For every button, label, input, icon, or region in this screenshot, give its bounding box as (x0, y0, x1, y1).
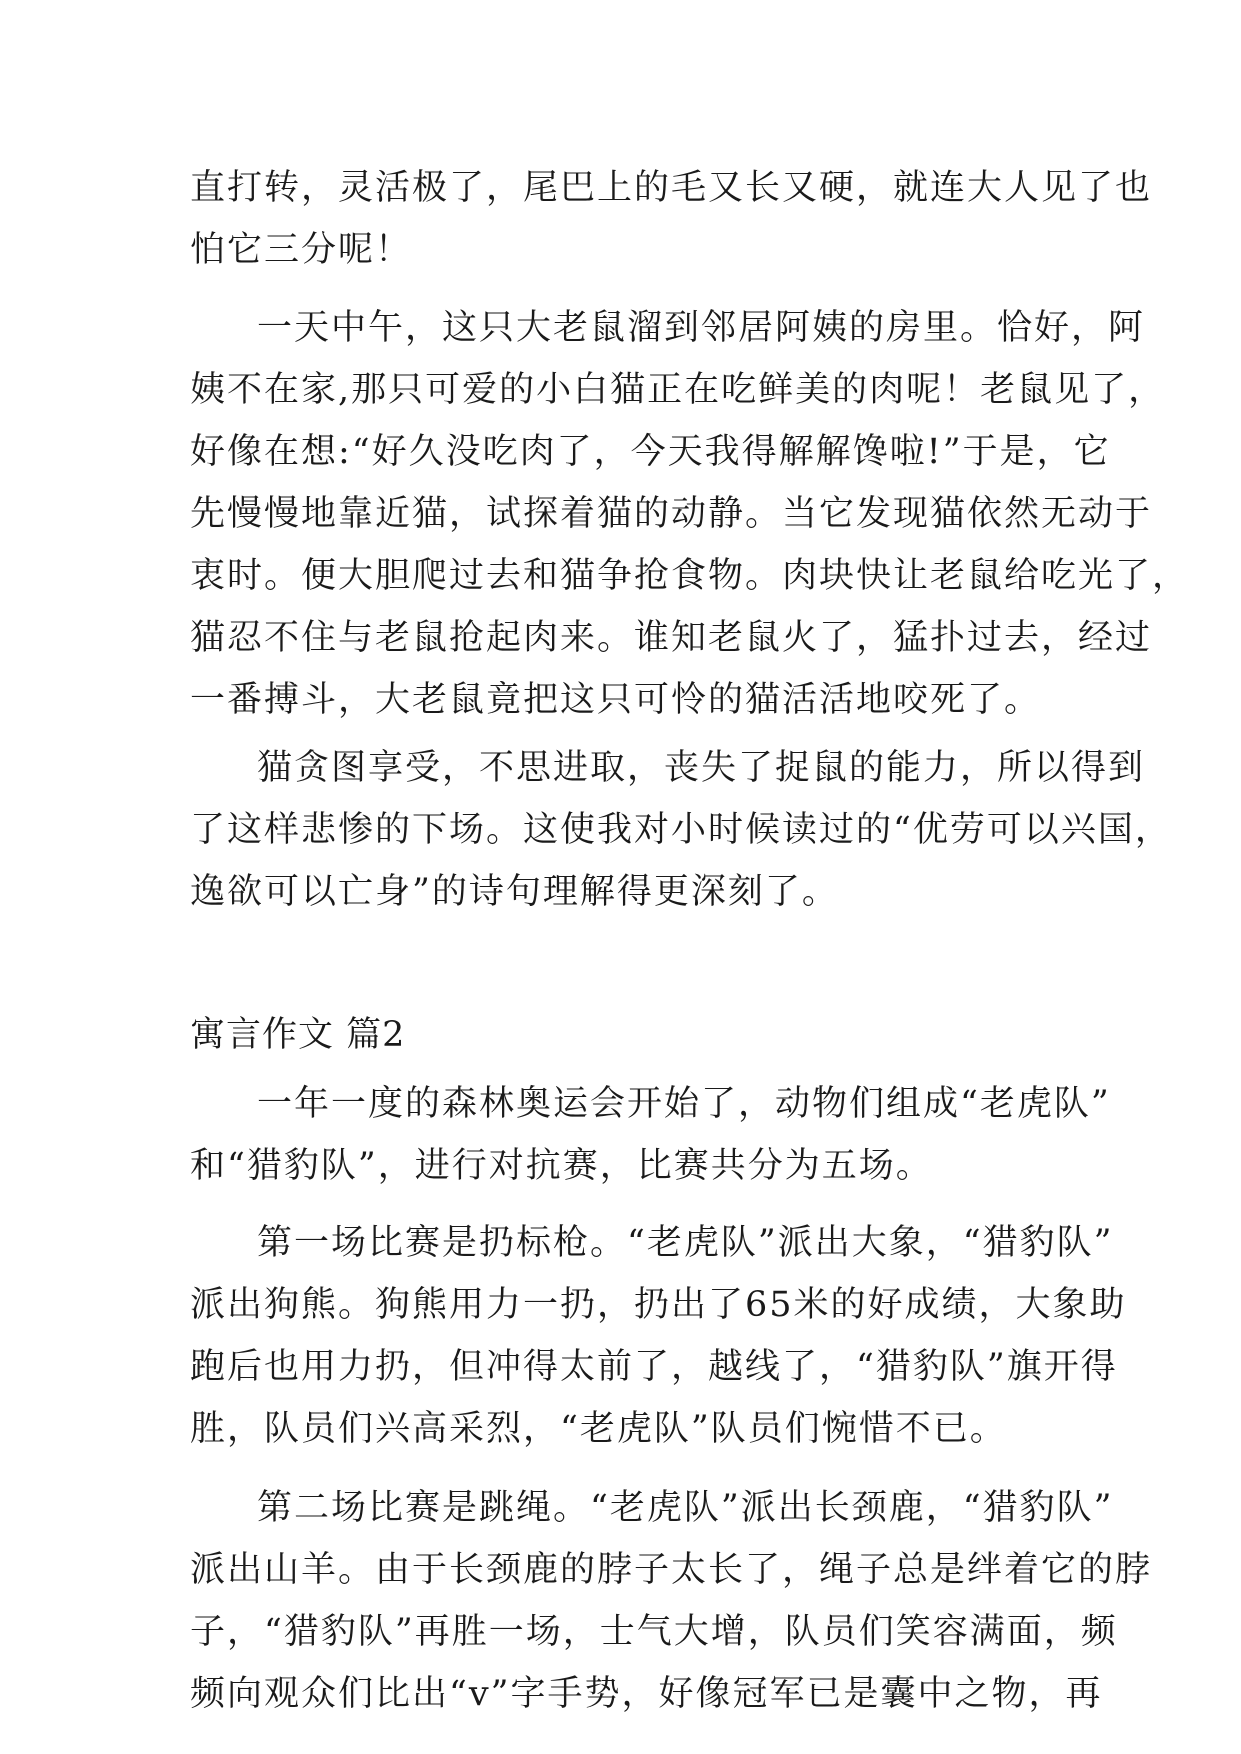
paragraph-start-line: 一年一度的森林奥运会开始了，动物们组成“老虎队” (257, 1084, 1111, 1124)
text-line: 跑后也用力扔，但冲得太前了，越线了，“猎豹队”旗开得 (190, 1347, 1118, 1387)
text-line: 猫忍不住与老鼠抢起肉来。谁知老鼠火了，猛扑过去，经过 (190, 618, 1153, 658)
text-line: 衷时。便大胆爬过去和猫争抢食物。肉块快让老鼠给吃光了， (190, 556, 1190, 596)
text-line: 派出狗熊。狗熊用力一扔，扔出了65米的好成绩，大象助 (190, 1285, 1127, 1325)
paragraph-start-line: 猫贪图享受，不思进取，丧失了捉鼠的能力，所以得到 (257, 748, 1146, 788)
text-line: 派出山羊。由于长颈鹿的脖子太长了，绳子总是绊着它的脖 (190, 1550, 1153, 1590)
text-line: 和“猎豹队”，进行对抗赛，比赛共分为五场。 (190, 1146, 933, 1186)
text-line: 逸欲可以亡身”的诗句理解得更深刻了。 (190, 872, 839, 912)
paragraph-start-line: 第一场比赛是扔标枪。“老虎队”派出大象，“猎豹队” (257, 1223, 1114, 1263)
text-line: 先慢慢地靠近猫，试探着猫的动静。当它发现猫依然无动于 (190, 494, 1153, 534)
text-line: 了这样悲惨的下场。这使我对小时候读过的“优劳可以兴国， (190, 810, 1172, 850)
text-line: 好像在想:“好久没吃肉了，今天我得解解馋啦!”于是，它 (190, 432, 1111, 472)
text-line: 怕它三分呢！ (190, 230, 413, 270)
text-line: 子，“猎豹队”再胜一场，士气大增，队员们笑容满面，频 (190, 1612, 1118, 1652)
text-line: 一番搏斗，大老鼠竟把这只可怜的猫活活地咬死了。 (190, 680, 1042, 720)
text-line: 直打转，灵活极了，尾巴上的毛又长又硬，就连大人见了也 (190, 168, 1153, 208)
paragraph-start-line: 一天中午，这只大老鼠溜到邻居阿姨的房里。恰好，阿 (257, 308, 1146, 348)
paragraph-start-line: 第二场比赛是跳绳。“老虎队”派出长颈鹿，“猎豹队” (257, 1488, 1114, 1528)
text-line: 姨不在家,那只可爱的小白猫正在吃鲜美的肉呢！老鼠见了， (190, 370, 1166, 410)
section-heading: 寓言作文 篇2 (190, 1015, 406, 1055)
text-line: 胜，队员们兴高采烈，“老虎队”队员们惋惜不已。 (190, 1409, 1007, 1449)
text-line: 频向观众们比出“v”字手势，好像冠军已是囊中之物，再 (190, 1674, 1103, 1714)
